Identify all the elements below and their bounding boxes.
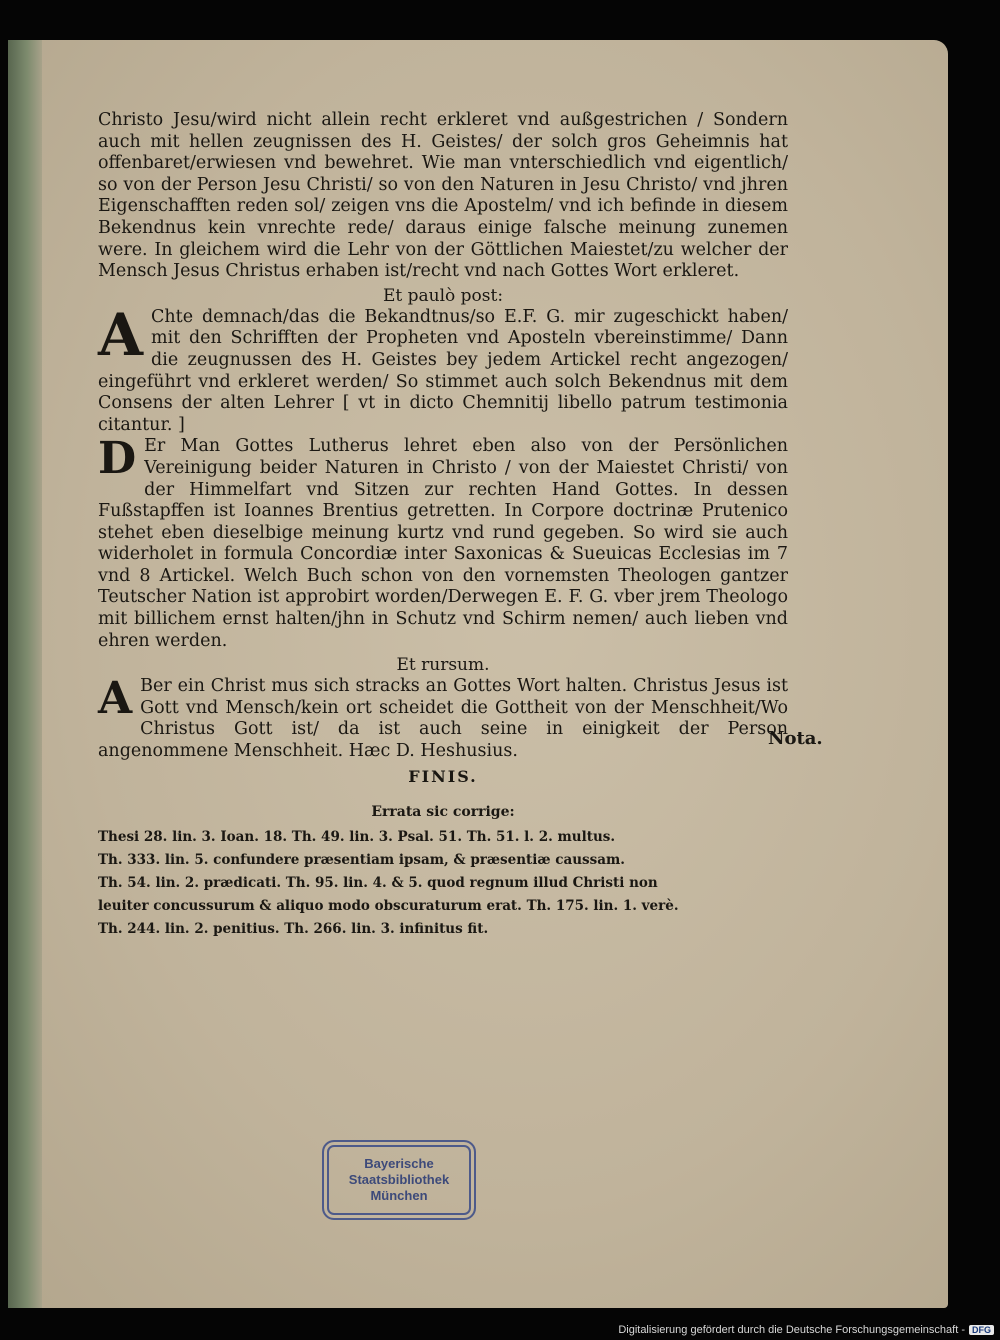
paragraph-4-text: Ber ein Christ mus sich stracks an Gottes Wort halten. Christus Jesus ist Gott vnd Mensch/kein ort scheidet die Gottheit von der Menschheit/Wo Christus Gott ist/ da ist auch seine in einigkeit der Person angenommene Menschheit. Hæc D. Heshusius. <box>98 676 788 762</box>
initial-letter: D <box>98 433 137 485</box>
paragraph-3 <box>98 433 788 652</box>
book-spine <box>8 40 42 1308</box>
paragraph-1: Christo Jesu/wird nicht allein recht erkleret vnd außgestrichen / Sondern auch mit hellen zeugnissen des H. Geistes/ der solch gros Geheimnis hat offenbaret/erwiesen vnd bewehret. Wie man vnterschiedlich vnd eigentlich/ so von der Person Jesu Christi/ so von den Naturen in Jesu Christo/ vnd jhren Eigenschafften reden sol/ zeigen vns die Apostelm/ vnd ich befinde in diesem Bekendnus kein vnrechte rede/ daraus einige falsche meinung zunemen were. In gleichem wird die Lehr von der Göttlichen Maiestet/zu welcher der Mensch Jesus Christus erhaben ist/recht vnd nach Gottes Wort erkleret. <box>98 110 788 282</box>
initial-letter: A <box>98 673 133 725</box>
book-page <box>8 40 948 1308</box>
heading-et-paulo-post: Et paulò post: <box>382 285 504 306</box>
paragraph-2-text: Chte demnach/das die Bekandtnus/so E.F. G. mir zugeschickt haben/ mit den Schrifften der Propheten vnd Aposteln vbereinstimme/ Dann die zeugnussen des H. Geistes bey jedem Artickel recht angezogen/ eingeführt vnd erkleret werden/ So stimmet auch solch Bekendnus mit dem Consens der alten Lehrer [ vt in dicto Chemnitij libello patrum testimonia citantur. ] <box>98 306 788 435</box>
stamp-line: München <box>370 1188 428 1203</box>
finis-label: FINIS. <box>408 766 478 786</box>
digitization-footer <box>618 1324 994 1336</box>
footer-text: Digitalisierung gefördert durch die Deutsche Forschungsgemeinschaft - <box>618 1324 965 1336</box>
margin-note-nota: Nota. <box>768 728 823 749</box>
stamp-line: Staatsbibliothek <box>348 1172 450 1187</box>
initial-letter: A <box>98 300 144 369</box>
library-stamp <box>322 1140 476 1220</box>
errata-line: Th. 333. lin. 5. confundere præsentiam ipsam, & præsentiæ caussam. <box>98 851 625 868</box>
paragraph-2 <box>98 300 788 437</box>
dfg-logo-icon: DFG <box>969 1325 994 1335</box>
heading-et-rursum: Et rursum. <box>396 655 490 676</box>
errata-line: Th. 244. lin. 2. penitius. Th. 266. lin. 3. infinitus fit. <box>98 920 489 937</box>
errata-line: Thesi 28. lin. 3. Ioan. 18. Th. 49. lin. 3. Psal. 51. Th. 51. l. 2. multus. <box>98 828 616 845</box>
errata-line: Th. 54. lin. 2. prædicati. Th. 95. lin. 4. & 5. quod regnum illud Christi non <box>98 874 658 891</box>
paragraph-3-text: Er Man Gottes Lutherus lehret eben also von der Persönlichen Vereinigung beider Naturen in Christo / von der Maiestet Christi/ von der Himmelfart vnd Sitzen zur rechten Hand Gottes. In dessen Fußstapffen ist Ioannes Brentius getretten. In Corpore doctrinæ Prutenico stehet eben dieselbige meinung kurtz vnd rund gegeben. So wird sie auch widerholet in formula Concordiæ inter Saxonicas & Sueuicas Ecclesias im 7 vnd 8 Artickel. Welch Buch schon von den vornemsten Theologen gantzer Teutscher Nation ist approbirt worden/Derwegen E. F. G. vber jrem Theologo mit billichem ernst halten/jhn in Schutz vnd Schirm nemen/ auch lieben vnd ehren werden. <box>98 436 788 651</box>
errata-title: Errata sic corrige: <box>371 803 515 820</box>
stamp-line: Bayerische <box>364 1156 434 1171</box>
errata-line: leuiter concussurum & aliquo modo obscuraturum erat. Th. 175. lin. 1. verè. <box>98 897 679 914</box>
paragraph-4 <box>98 673 788 762</box>
page-text <box>98 110 788 941</box>
